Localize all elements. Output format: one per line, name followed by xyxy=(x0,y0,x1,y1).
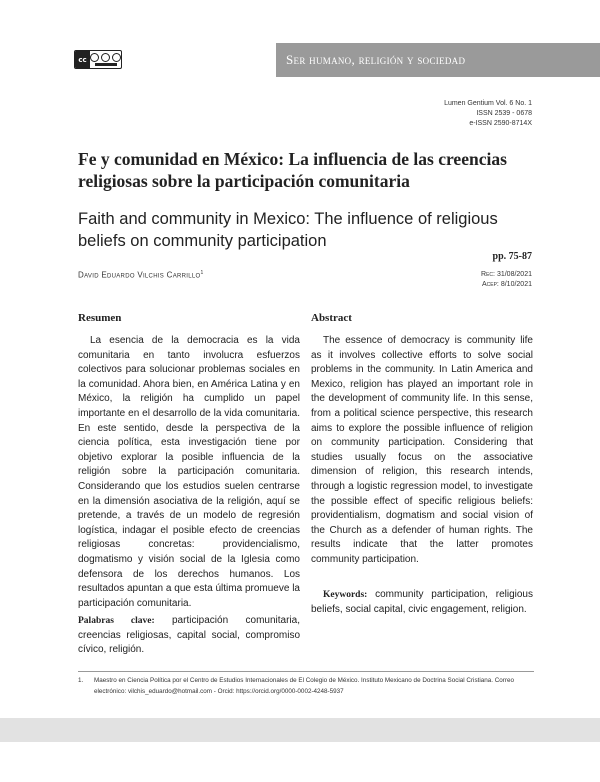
page-range: pp. 75-87 xyxy=(492,251,532,262)
footnote xyxy=(78,676,534,697)
section-banner xyxy=(276,43,600,77)
article-title-english: Faith and community in Mexico: The influence of religious beliefs on community participation xyxy=(78,210,498,250)
author xyxy=(78,270,204,280)
author-footnote-mark: 1 xyxy=(200,270,204,276)
received-date: 31/08/2021 xyxy=(496,271,532,278)
accepted-label: Acep: xyxy=(481,281,499,288)
section-title: Ser humano, religión y sociedad xyxy=(286,52,466,67)
abstract-text: The essence of democracy is community life as it involves collective efforts to solve social problems in the community. In Latin America and Mexico, religion has played an important role in the development of community life. In this sense, from a political science perspective, this research aims to explore the possible influence of religion on community participation. Considering that studies usually focus on the associative dimension of religion, this research intends, through a logistic regression model, to investigate the possible effect of specific religious beliefs: providentialism, dogmatism and social vision of the Church as a defender of human rights. The results indicate that the latter promotes community participation. xyxy=(311,335,533,565)
article-title-spanish: Fe y comunidad en México: La influencia de las creencias religiosas sobre la participación comunitaria xyxy=(78,149,507,191)
abstract-heading: Abstract xyxy=(311,312,352,324)
license-label-bar xyxy=(95,63,117,66)
received-label: Rec: xyxy=(481,271,495,278)
footnote-divider xyxy=(78,671,534,672)
creative-commons-license-badge xyxy=(74,50,122,69)
keywords xyxy=(311,588,533,617)
resumen-section xyxy=(78,312,300,611)
palabras-clave-label: Palabras clave: xyxy=(78,616,155,626)
journal-eissn: e-ISSN 2590-8714X xyxy=(469,120,532,127)
resumen-text: La esencia de la democracia es la vida comunitaria en tanto involucra esfuerzos colectivos para solucionar problemas sociales en la comunidad. Ahora bien, en América Latina y en México, la religión ha cumplido un papel importante en el desarrollo de la vida comunitaria. En este sentido, desde la perspectiva de la ciencia política, esta investigación tiene por objetivo explorar la posible influencia de la religión sobre la participación comunitaria. Considerando que los estudios suelen centrarse en la dimensión asociativa de la religión, aquí se pretende, a través de un modelo de regresión logística, indagar el posible efecto de creencias religiosas concretas: providencialismo, dogmatismo y visión social de la Iglesia como defensora de los derechos humanos. Los resultados apuntan a que esta última promueve la participación comunitaria. xyxy=(78,335,300,609)
license-icons xyxy=(90,51,121,68)
attribution-icon xyxy=(90,53,99,62)
noncommercial-icon xyxy=(101,53,110,62)
accepted-date: 8/10/2021 xyxy=(500,281,532,288)
keywords-list: community participation, religious beliefs, social capital, civic engagement, religion. xyxy=(311,589,533,615)
abstract-section xyxy=(311,312,533,568)
palabras-clave xyxy=(78,614,300,658)
footnote-text: Maestro en Ciencia Política por el Centro de Estudios Internacionales de El Colegio de México. Instituto Mexicano de Doctrina Social Cristiana. Correo electrónico: vilchis_eduardo@hotmail.com - Orcid: https://orcid.org/0000-0002-4248-5937 xyxy=(94,677,515,695)
resumen-heading: Resumen xyxy=(78,312,122,324)
footnote-number: 1. xyxy=(78,677,84,684)
cc-icon: cc xyxy=(75,51,90,68)
journal-issn: ISSN 2539 - 0678 xyxy=(476,110,532,117)
keywords-label: Keywords: xyxy=(323,590,368,600)
received-date-line xyxy=(481,270,532,280)
footer-band xyxy=(0,718,600,742)
journal-info xyxy=(444,99,532,129)
author-name: David Eduardo Vilchis Carrillo xyxy=(78,270,201,280)
accepted-date-line xyxy=(481,280,532,290)
palabras-clave-list: participación comunitaria, creencias religiosas, capital social, compromiso cívico, religión. xyxy=(78,615,300,656)
submission-dates xyxy=(481,270,532,290)
sharealike-icon xyxy=(112,53,121,62)
journal-volume: Lumen Gentium Vol. 6 No. 1 xyxy=(444,100,532,107)
